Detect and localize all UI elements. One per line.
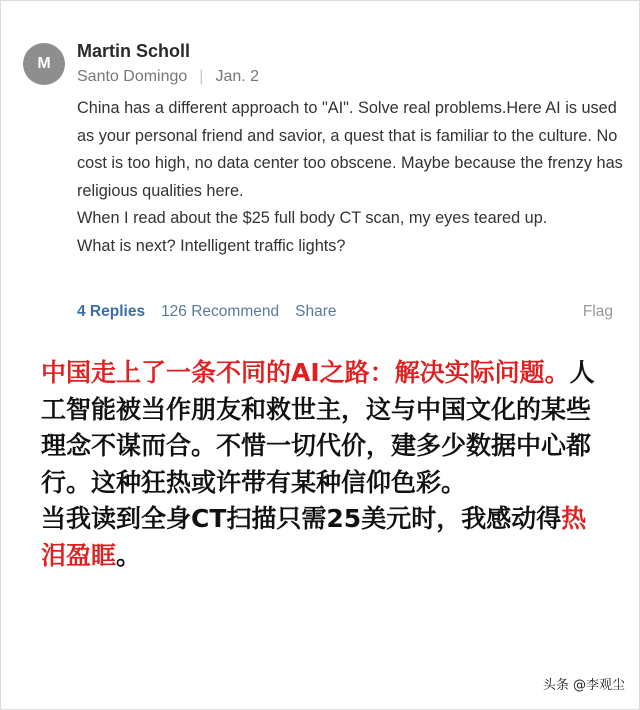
- translation-red-tail: 热泪盈眶: [41, 504, 587, 570]
- comment-author[interactable]: Martin Scholl: [77, 41, 191, 61]
- translation-second-lead: 当我读到全身CT扫描只需25美元时，我感动得: [41, 504, 562, 534]
- comment-actions: [77, 303, 613, 321]
- replies-button[interactable]: 4 Replies: [77, 303, 146, 320]
- recommend-button[interactable]: 126 Recommend: [161, 303, 280, 320]
- watermark-text: 头条 @李观尘: [542, 678, 625, 693]
- translation-middle: 人工智能被当作朋友和救世主，这与中国文化的某些理念不谋而合。不惜一切代价，建多少数据中心都行。这种狂热或许带有某种信仰色彩。: [41, 358, 595, 497]
- share-button[interactable]: Share: [295, 303, 337, 320]
- flag-button[interactable]: Flag: [582, 303, 613, 320]
- comment-paragraph: China has a different approach to "AI". Solve real problems.Here AI is used as your personal friend and savior, a quest that is familiar to the culture. No cost is too high, no data center too obscene. Maybe because the frenzy has religious qualities here.: [77, 99, 623, 200]
- meta-divider: |: [199, 68, 204, 85]
- avatar[interactable]: M: [23, 43, 65, 85]
- comment-body: [77, 95, 625, 260]
- watermark: [543, 674, 625, 693]
- comment-location: Santo Domingo: [77, 68, 188, 85]
- comment-meta: [77, 68, 259, 86]
- translation-red-lead: 中国走上了一条不同的AI之路：解决实际问题。: [41, 358, 570, 387]
- comment-paragraph: When I read about the $25 full body CT scan, my eyes teared up.: [77, 209, 548, 227]
- translation-end: 。: [116, 540, 142, 570]
- comment-date: Jan. 2: [215, 68, 260, 85]
- chinese-translation: [41, 355, 611, 575]
- comment-paragraph: What is next? Intelligent traffic lights?: [77, 236, 346, 255]
